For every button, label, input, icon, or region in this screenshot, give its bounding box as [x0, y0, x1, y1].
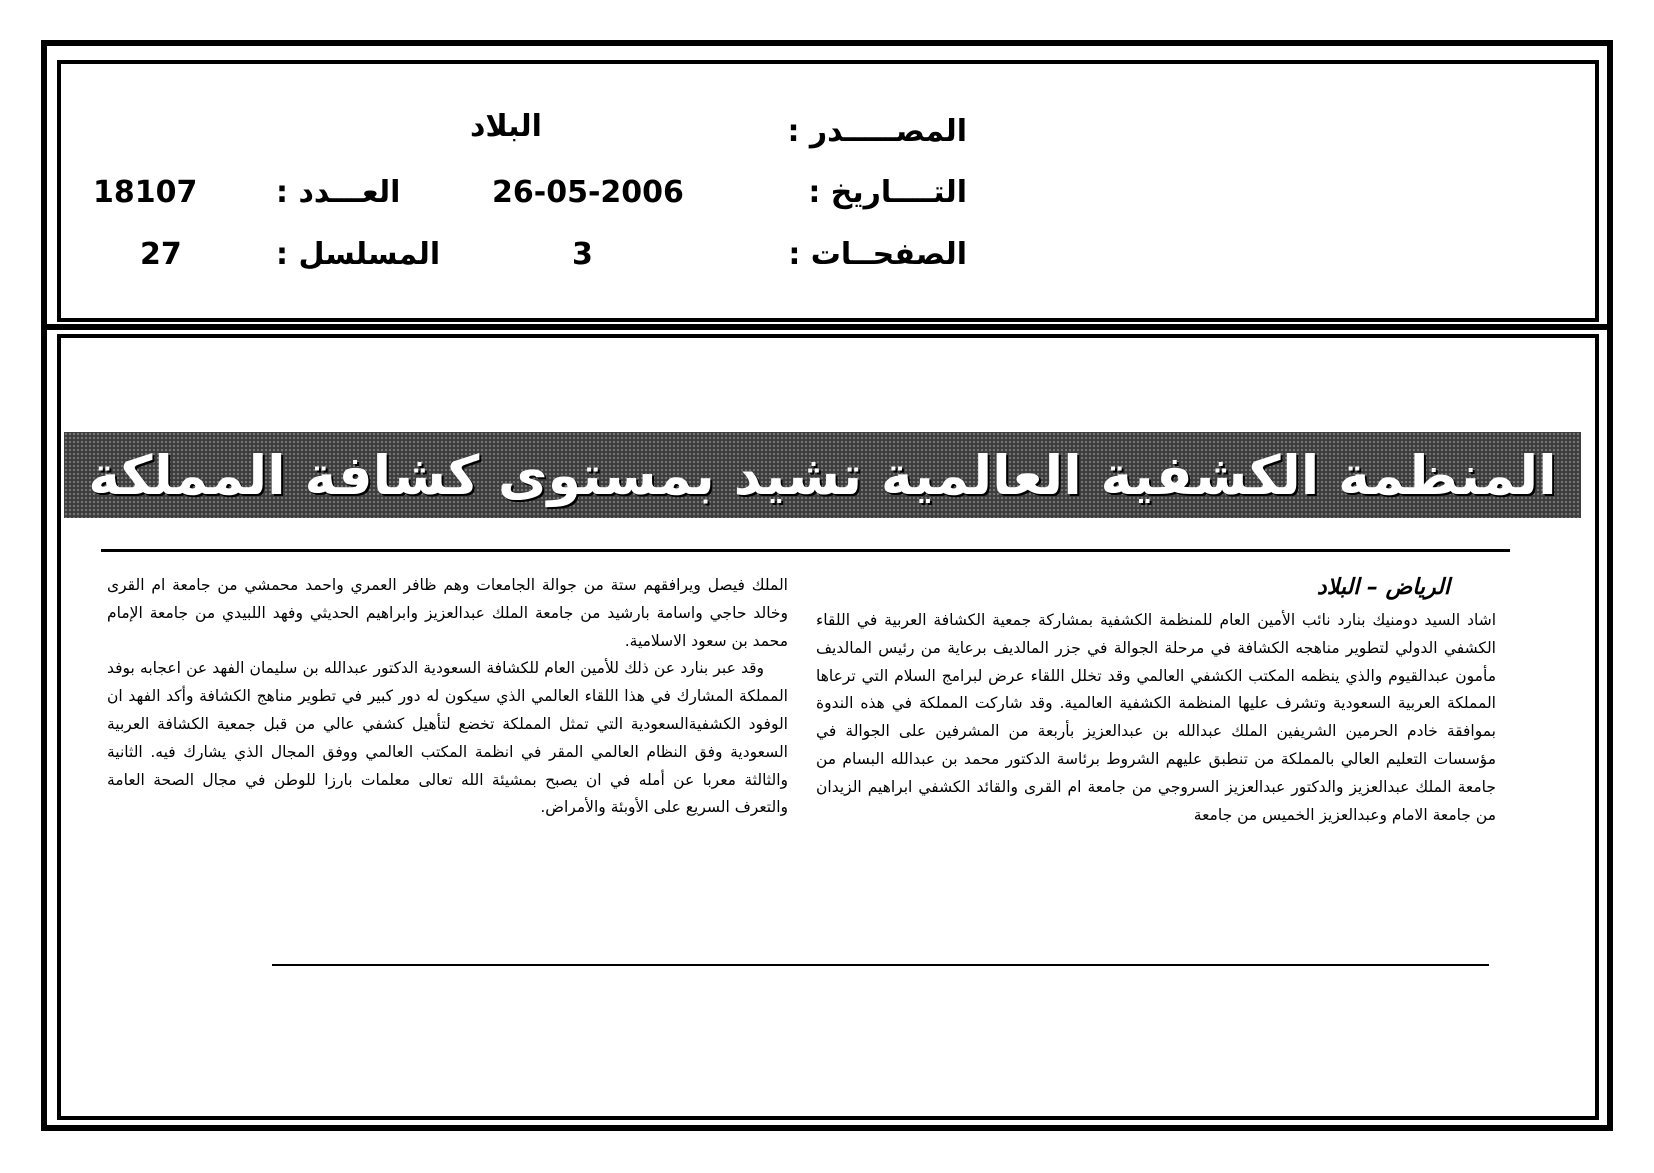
pages-value: 3	[572, 237, 593, 272]
date-label: التــــاريخ :	[808, 175, 967, 210]
headline-banner	[64, 432, 1581, 518]
article-headline: المنظمة الكشفية العالمية تشيد بمستوى كشافة المملكة	[88, 443, 1557, 507]
date-value: 26-05-2006	[492, 175, 684, 210]
headline-rule	[101, 549, 1510, 552]
serial-label: المسلسل :	[276, 237, 441, 272]
issue-value: 18107	[93, 175, 198, 210]
issue-label: العـــدد :	[276, 175, 401, 210]
column-right-text: اشاد السيد دومنيك بنارد نائب الأمين العام للمنظمة الكشفية بمشاركة جمعية الكشافة العربية في اللقاء الكشفي الدولي لتطوير مناهجه الكشافة في مرحلة الجوالة في جزر المالديف برعاية من رئيس المالديف مأمون عبدالقيوم والذي ينظمه المكتب الكشفي العالمي وقد تخلل اللقاء عرض لبرامج السلام التي ترعاها المملكة العربية السعودية وتشرف عليها المنظمة الكشفية العالمية. وقد شاركت المملكة في هذه الندوة بموافقة خادم الحرمين الشريفين الملك عبدالله بن عبدالعزيز بأربعة من المشرفين على الجوالة في مؤسسات التعليم العالي بالمملكة من تنطبق عليهم الشروط برئاسة الدكتور محمد بن عبدالله البسام من جامعة الملك عبدالعزيز والدكتور عبدالعزيز السروجي من جامعة ام القرى والقائد الكشفي ابراهيم الزيدان من جامعة الامام وعبدالعزيز الخميس من جامعة	[816, 611, 1496, 824]
article-column-left	[107, 572, 788, 942]
article-bottom-rule	[272, 964, 1489, 966]
source-value: البلاد	[470, 109, 542, 144]
column-left-paragraph-2: وقد عبر بنارد عن ذلك للأمين العام للكشافة السعودية الدكتور عبدالله بن سليمان الفهد عن اعجابه بوفد المملكة المشارك في هذا اللقاء العالمي الذي سيكون له دور كبير في تطوير مناهج الكشافة وأكد الفهد ان الوفود الكشفيةالسعودية التي تمثل المملكة تخضع لتأهيل كشفي عالي من قبل جمعية الكشافة العربية السعودية وفق النظام العالمي المقر في انظمة المكتب العالمي ووفق المجال الذي يشارك فيه. الثانية والثالثة معربا عن أمله في ان يصبح بمشيئة الله تعالى معلمات بارزا للوطن في مجال الصحة العامة والتعرف السريع على الأوبئة والأمراض.	[107, 659, 788, 817]
pages-label: الصفحــات :	[788, 237, 967, 272]
article-byline: الرياض – البلاد	[1316, 575, 1450, 600]
header-divider	[47, 324, 1607, 330]
column-left-paragraph-1: الملك فيصل ويرافقهم ستة من جوالة الجامعات وهم ظافر العمري واحمد محمشي من جامعة ام القرى وخالد حاجي واسامة بارشيد من جامعة الملك عبدالعزيز وابراهيم الحديثي وفهد اللبيدي من جامعة الإمام محمد بن سعود الاسلامية.	[107, 576, 788, 650]
source-label: المصـــــدر :	[787, 114, 967, 149]
article-column-right	[816, 607, 1496, 952]
serial-value: 27	[140, 237, 182, 272]
